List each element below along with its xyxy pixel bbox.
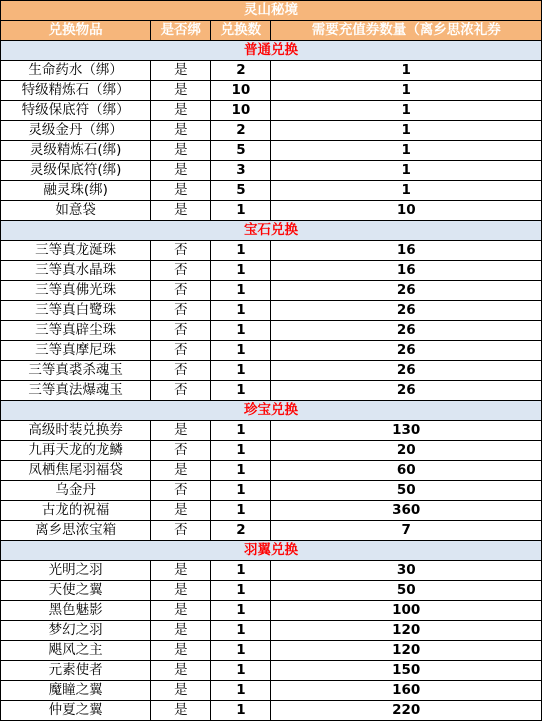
header-item: 兑换物品 [1,21,151,41]
table-row [1,141,542,161]
item-name-cell: 融灵珠(绑) [1,181,151,201]
qty-cell: 1 [211,361,271,381]
cost-cell: 1 [271,101,542,121]
cost-cell: 1 [271,81,542,101]
table-row [1,701,542,721]
cost-cell: 130 [271,421,542,441]
cost-cell: 26 [271,361,542,381]
cost-cell: 7 [271,521,542,541]
cost-cell: 1 [271,121,542,141]
table-row [1,481,542,501]
qty-cell: 1 [211,641,271,661]
bound-cell: 是 [151,461,211,481]
cost-cell: 26 [271,381,542,401]
header-bound: 是否绑 [151,21,211,41]
cost-cell: 10 [271,201,542,221]
table-row [1,161,542,181]
bound-cell: 否 [151,341,211,361]
cost-cell: 100 [271,601,542,621]
qty-cell: 1 [211,461,271,481]
item-name-cell: 生命药水（绑） [1,61,151,81]
section-row [1,401,542,421]
qty-cell: 1 [211,581,271,601]
item-name-cell: 黑色魅影 [1,601,151,621]
bound-cell: 否 [151,301,211,321]
qty-cell: 1 [211,201,271,221]
qty-cell: 1 [211,321,271,341]
bound-cell: 是 [151,61,211,81]
qty-cell: 1 [211,421,271,441]
item-name-cell: 灵级精炼石(绑) [1,141,151,161]
qty-cell: 1 [211,441,271,461]
qty-cell: 5 [211,181,271,201]
qty-cell: 10 [211,81,271,101]
table-row [1,201,542,221]
bound-cell: 是 [151,561,211,581]
qty-cell: 1 [211,241,271,261]
cost-cell: 120 [271,641,542,661]
header-row [1,21,542,41]
cost-cell: 26 [271,321,542,341]
section-title: 羽翼兑换 [1,541,542,561]
table-row [1,421,542,441]
bound-cell: 否 [151,281,211,301]
qty-cell: 1 [211,681,271,701]
table-row [1,261,542,281]
item-name-cell: 三等真水晶珠 [1,261,151,281]
item-name-cell: 三等真法爆魂玉 [1,381,151,401]
bound-cell: 是 [151,581,211,601]
section-row [1,221,542,241]
bound-cell: 是 [151,161,211,181]
item-name-cell: 梦幻之羽 [1,621,151,641]
header-qty: 兑换数 [211,21,271,41]
cost-cell: 16 [271,241,542,261]
table-row [1,441,542,461]
section-title: 普通兑换 [1,41,542,61]
table-row [1,501,542,521]
bound-cell: 是 [151,601,211,621]
qty-cell: 2 [211,61,271,81]
bound-cell: 是 [151,641,211,661]
table-title: 灵山秘境 [1,1,542,21]
qty-cell: 1 [211,561,271,581]
cost-cell: 360 [271,501,542,521]
bound-cell: 是 [151,141,211,161]
bound-cell: 是 [151,621,211,641]
table-row [1,621,542,641]
table-row [1,61,542,81]
qty-cell: 1 [211,301,271,321]
qty-cell: 1 [211,341,271,361]
item-name-cell: 三等真辟尘珠 [1,321,151,341]
qty-cell: 1 [211,621,271,641]
cost-cell: 1 [271,141,542,161]
table-row [1,321,542,341]
item-name-cell: 特级保底符（绑） [1,101,151,121]
table-row [1,641,542,661]
cost-cell: 1 [271,61,542,81]
table-row [1,561,542,581]
item-name-cell: 灵级保底符(绑) [1,161,151,181]
table-row [1,121,542,141]
cost-cell: 20 [271,441,542,461]
item-name-cell: 高级时装兑换券 [1,421,151,441]
item-name-cell: 天使之翼 [1,581,151,601]
table-row [1,681,542,701]
item-name-cell: 光明之羽 [1,561,151,581]
table-row [1,661,542,681]
cost-cell: 26 [271,281,542,301]
bound-cell: 否 [151,321,211,341]
cost-cell: 30 [271,561,542,581]
bound-cell: 否 [151,521,211,541]
header-cost: 需要充值券数量（离乡思浓礼券 [271,21,542,41]
section-title: 珍宝兑换 [1,401,542,421]
cost-cell: 150 [271,661,542,681]
item-name-cell: 乌金丹 [1,481,151,501]
bound-cell: 否 [151,361,211,381]
table-row [1,521,542,541]
bound-cell: 是 [151,81,211,101]
item-name-cell: 三等真裘杀魂玉 [1,361,151,381]
cost-cell: 160 [271,681,542,701]
exchange-table-body [1,1,542,721]
cost-cell: 26 [271,341,542,361]
table-row [1,101,542,121]
qty-cell: 1 [211,281,271,301]
item-name-cell: 九再天龙的龙鳞 [1,441,151,461]
section-title: 宝石兑换 [1,221,542,241]
bound-cell: 是 [151,181,211,201]
bound-cell: 是 [151,421,211,441]
item-name-cell: 灵级金丹（绑） [1,121,151,141]
table-row [1,581,542,601]
bound-cell: 是 [151,661,211,681]
table-row [1,301,542,321]
bound-cell: 否 [151,381,211,401]
table-row [1,601,542,621]
table-row [1,361,542,381]
cost-cell: 1 [271,181,542,201]
item-name-cell: 三等真白鹭珠 [1,301,151,321]
qty-cell: 1 [211,481,271,501]
item-name-cell: 魔瞳之翼 [1,681,151,701]
cost-cell: 60 [271,461,542,481]
cost-cell: 120 [271,621,542,641]
table-row [1,181,542,201]
title-row [1,1,542,21]
bound-cell: 是 [151,121,211,141]
qty-cell: 1 [211,701,271,721]
bound-cell: 否 [151,481,211,501]
section-row [1,541,542,561]
item-name-cell: 元素使者 [1,661,151,681]
section-row [1,41,542,61]
table-row [1,381,542,401]
bound-cell: 是 [151,701,211,721]
table-row [1,81,542,101]
cost-cell: 50 [271,581,542,601]
qty-cell: 1 [211,661,271,681]
bound-cell: 否 [151,441,211,461]
cost-cell: 50 [271,481,542,501]
table-row [1,341,542,361]
cost-cell: 220 [271,701,542,721]
qty-cell: 1 [211,381,271,401]
item-name-cell: 飓风之主 [1,641,151,661]
item-name-cell: 古龙的祝福 [1,501,151,521]
bound-cell: 是 [151,501,211,521]
qty-cell: 1 [211,261,271,281]
qty-cell: 10 [211,101,271,121]
item-name-cell: 凤栖焦尾羽福袋 [1,461,151,481]
bound-cell: 是 [151,681,211,701]
table-row [1,461,542,481]
item-name-cell: 三等真龙涎珠 [1,241,151,261]
bound-cell: 否 [151,241,211,261]
qty-cell: 2 [211,121,271,141]
bound-cell: 否 [151,261,211,281]
qty-cell: 1 [211,601,271,621]
qty-cell: 2 [211,521,271,541]
item-name-cell: 如意袋 [1,201,151,221]
item-name-cell: 仲夏之翼 [1,701,151,721]
cost-cell: 1 [271,161,542,181]
item-name-cell: 离乡思浓宝箱 [1,521,151,541]
item-name-cell: 特级精炼石（绑） [1,81,151,101]
item-name-cell: 三等真摩尼珠 [1,341,151,361]
bound-cell: 是 [151,201,211,221]
qty-cell: 1 [211,501,271,521]
table-row [1,281,542,301]
item-name-cell: 三等真佛光珠 [1,281,151,301]
bound-cell: 是 [151,101,211,121]
table-row [1,241,542,261]
cost-cell: 26 [271,301,542,321]
qty-cell: 5 [211,141,271,161]
qty-cell: 3 [211,161,271,181]
cost-cell: 16 [271,261,542,281]
